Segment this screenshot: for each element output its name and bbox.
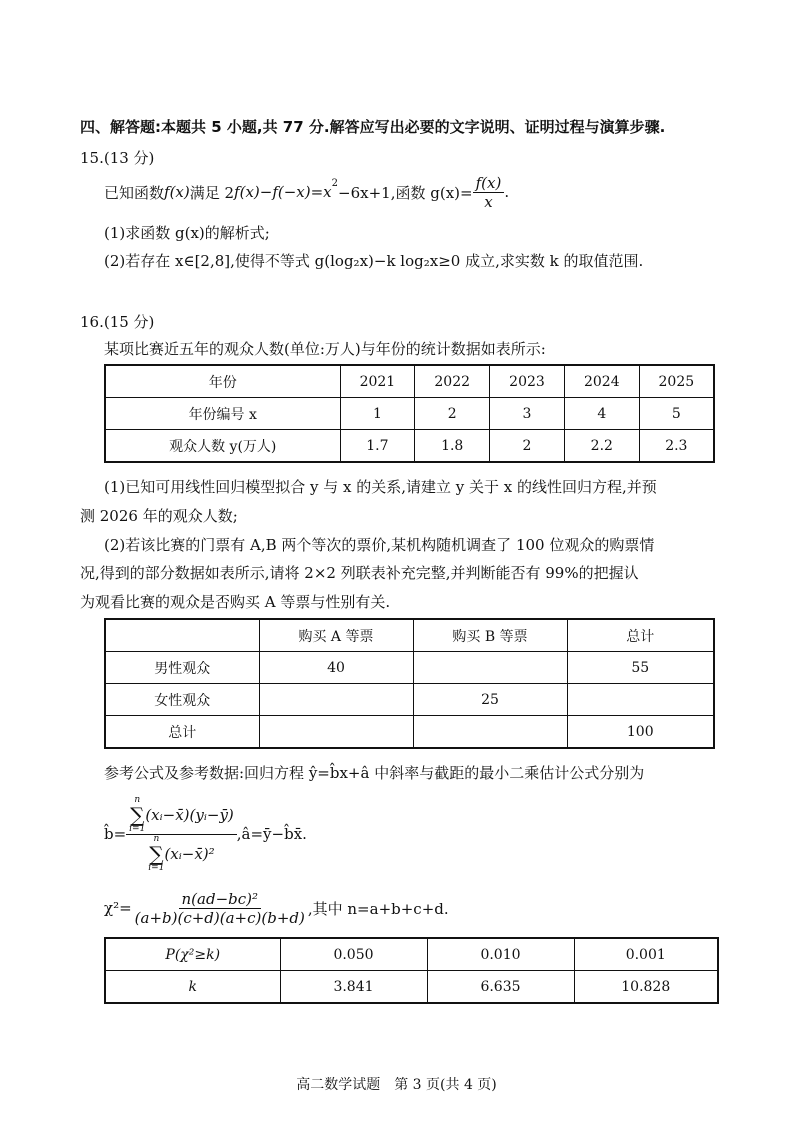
table-cell: 6.635 bbox=[427, 971, 574, 1004]
sum-symbol bbox=[148, 835, 164, 873]
sum-upper: n bbox=[134, 794, 141, 805]
table-cell bbox=[105, 619, 259, 652]
q16-part1-line1: (1)已知可用线性回归模型拟合 y 与 x 的关系,请建立 y 关于 x 的线性回归方程,并预 bbox=[104, 478, 657, 496]
q16-part2-line2: 况,得到的部分数据如表所示,请将 2×2 列联表补充完整,并判断能否有 99%的把握认 bbox=[80, 564, 639, 582]
q16-part1-line2: 测 2026 年的观众人数; bbox=[80, 507, 238, 525]
table-row bbox=[105, 430, 714, 463]
table-cell: 3.841 bbox=[280, 971, 427, 1004]
table-cell: 2021 bbox=[340, 365, 415, 398]
q15-stem-exp: 2 bbox=[331, 178, 339, 189]
table-cell: k bbox=[105, 971, 280, 1004]
formula-b-fraction bbox=[126, 796, 237, 873]
table-cell: 总计 bbox=[567, 619, 714, 652]
q16-part2-line1: (2)若该比赛的门票有 A,B 两个等次的票价,某机构随机调查了 100 位观众的购票情 bbox=[104, 536, 655, 554]
sum-lower: i=1 bbox=[129, 823, 146, 834]
table-row bbox=[105, 652, 714, 684]
formula-b-den-text: (xᵢ−x̄)² bbox=[164, 844, 215, 863]
q15-stem-b: f(x) bbox=[164, 183, 190, 201]
q15-stem-d: f(x)−f(−x)=x bbox=[234, 183, 332, 201]
table-cell: 2023 bbox=[490, 365, 565, 398]
table-cell: 2022 bbox=[415, 365, 490, 398]
q15-frac-den: x bbox=[484, 192, 493, 211]
q15-frac-num: f(x) bbox=[473, 174, 505, 193]
table-row bbox=[105, 971, 718, 1004]
table-row bbox=[105, 938, 718, 971]
table-cell: P(χ²≥k) bbox=[105, 938, 280, 971]
table-cell bbox=[413, 716, 567, 749]
table-cell: 女性观众 bbox=[105, 684, 259, 716]
q16-part2-line3: 为观看比赛的观众是否购买 A 等票与性别有关. bbox=[80, 593, 391, 611]
q15-part1: (1)求函数 g(x)的解析式; bbox=[104, 224, 270, 242]
q15-stem bbox=[104, 172, 509, 212]
table-cell: 年份 bbox=[105, 365, 340, 398]
page-footer: 高二数学试题 第 3 页(共 4 页) bbox=[296, 1077, 497, 1093]
table-cell: 总计 bbox=[105, 716, 259, 749]
q15-stem-c: 满足 2 bbox=[189, 183, 235, 202]
table-cell: 购买 A 等票 bbox=[259, 619, 413, 652]
sigma-glyph: ∑ bbox=[130, 802, 145, 827]
formula-b-denominator bbox=[145, 835, 217, 873]
table-cell: 10.828 bbox=[574, 971, 718, 1004]
table-cell bbox=[567, 684, 714, 716]
table-row bbox=[105, 684, 714, 716]
q15-stem-end: . bbox=[504, 183, 510, 201]
section-heading: 四、解答题:本题共 5 小题,共 77 分.解答应写出必要的文字说明、证明过程与演算步骤. bbox=[80, 118, 666, 136]
q15-part2: (2)若存在 x∈[2,8],使得不等式 g(log₂x)−k log₂x≥0 成立,求实数 k 的取值范围. bbox=[104, 252, 644, 270]
table-cell: 1.8 bbox=[415, 430, 490, 463]
chi-tail: ,其中 n=a+b+c+d. bbox=[307, 899, 449, 918]
sum-symbol bbox=[129, 796, 145, 834]
table-cell: 购买 B 等票 bbox=[413, 619, 567, 652]
table-row bbox=[105, 398, 714, 430]
table-cell bbox=[259, 716, 413, 749]
formula-chi-square bbox=[104, 886, 449, 930]
table-cell: 25 bbox=[413, 684, 567, 716]
critical-value-table bbox=[104, 937, 719, 1004]
formula-b bbox=[104, 792, 307, 876]
table-cell: 2.3 bbox=[639, 430, 714, 463]
reference-intro: 参考公式及参考数据:回归方程 ŷ=b̂x+â 中斜率与截距的最小二乘估计公式分别为 bbox=[104, 764, 645, 782]
table-cell: 4 bbox=[564, 398, 639, 430]
table-cell: 40 bbox=[259, 652, 413, 684]
formula-b-lhs: b̂= bbox=[104, 825, 127, 843]
chi-fraction bbox=[132, 890, 308, 927]
table-cell: 年份编号 x bbox=[105, 398, 340, 430]
table-cell: 55 bbox=[567, 652, 714, 684]
table-cell: 2025 bbox=[639, 365, 714, 398]
q16-number: 16.(15 分) bbox=[80, 313, 155, 331]
table-cell: 男性观众 bbox=[105, 652, 259, 684]
table-cell: 2 bbox=[415, 398, 490, 430]
formula-b-num-text: (xᵢ−x̄)(yᵢ−ȳ) bbox=[145, 805, 234, 824]
table-cell: 观众人数 y(万人) bbox=[105, 430, 340, 463]
table-cell: 2024 bbox=[564, 365, 639, 398]
table-cell: 100 bbox=[567, 716, 714, 749]
table-cell: 2.2 bbox=[564, 430, 639, 463]
q15-stem-a: 已知函数 bbox=[104, 183, 165, 202]
formula-b-numerator bbox=[126, 796, 237, 835]
table-row bbox=[105, 716, 714, 749]
table-row bbox=[105, 619, 714, 652]
table-cell: 1.7 bbox=[340, 430, 415, 463]
table-cell bbox=[259, 684, 413, 716]
table-cell: 2 bbox=[490, 430, 565, 463]
table-cell: 0.010 bbox=[427, 938, 574, 971]
q15-stem-f: −6x+1,函数 g(x)= bbox=[338, 183, 473, 202]
table-row bbox=[105, 365, 714, 398]
contingency-table bbox=[104, 618, 715, 749]
sum-lower: i=1 bbox=[148, 862, 165, 873]
table-cell bbox=[413, 652, 567, 684]
q15-fraction bbox=[473, 174, 505, 211]
table-cell: 0.050 bbox=[280, 938, 427, 971]
audience-table bbox=[104, 364, 715, 463]
sigma-glyph: ∑ bbox=[149, 841, 164, 866]
table-cell: 5 bbox=[639, 398, 714, 430]
table-cell: 3 bbox=[490, 398, 565, 430]
q15-number: 15.(13 分) bbox=[80, 149, 155, 167]
chi-denominator: (a+b)(c+d)(a+c)(b+d) bbox=[134, 908, 305, 927]
formula-a: ,â=ȳ−b̂x̄. bbox=[236, 825, 307, 843]
chi-lhs: χ²= bbox=[104, 899, 132, 917]
q16-intro: 某项比赛近五年的观众人数(单位:万人)与年份的统计数据如表所示: bbox=[104, 340, 546, 358]
chi-numerator: n(ad−bc)² bbox=[179, 890, 262, 909]
sum-upper: n bbox=[153, 833, 160, 844]
table-cell: 0.001 bbox=[574, 938, 718, 971]
table-cell: 1 bbox=[340, 398, 415, 430]
